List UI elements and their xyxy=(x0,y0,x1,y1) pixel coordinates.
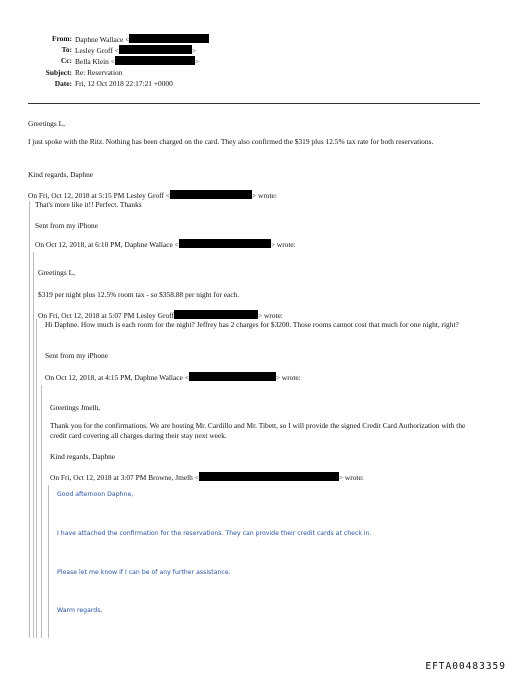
redaction-bar xyxy=(170,190,252,199)
redaction-bar xyxy=(174,310,258,319)
header-divider xyxy=(28,103,480,104)
from-label: From: xyxy=(52,34,72,43)
quote-level-2-bar xyxy=(33,252,34,638)
redaction-bar xyxy=(115,56,195,65)
quote-attribution: On Fri, Oct 12, 2018 at 5:07 PM Lesley Groff > wrote: xyxy=(38,311,283,320)
quote-greeting: Greetings Jmelh, xyxy=(50,403,101,412)
redaction-bar xyxy=(189,372,276,381)
quote-attribution: On Oct 12, 2018, at 4:15 PM, Daphne Wallace < > wrote: xyxy=(45,373,301,382)
to-name: Lesley Groff < xyxy=(75,46,119,55)
subject-label: Subject: xyxy=(45,68,72,77)
quote-text: Please let me know if I can be of any further assistance. xyxy=(57,569,231,576)
body-message: I just spoke with the Ritz. Nothing has been charged on the card. They also confirmed the $319 plus 12.5% tax rate for both reservations. xyxy=(28,137,434,146)
from-value xyxy=(75,34,209,44)
from-name: Daphne Wallace < xyxy=(75,35,130,44)
quote-text: $319 per night plus 12.5% room tax - so $358.88 per night for each. xyxy=(38,290,240,299)
redaction-bar xyxy=(199,472,339,481)
cc-name: Bella Klein < xyxy=(75,57,115,66)
quote-level-5-bar xyxy=(48,485,49,638)
redaction-bar xyxy=(119,45,192,54)
quote-greeting: Good afternoon Daphne, xyxy=(57,491,134,498)
cc-label: Cc: xyxy=(60,56,72,65)
date-label: Date: xyxy=(54,79,72,88)
quote-sent-note: Sent from my iPhone xyxy=(45,351,109,360)
to-label: To: xyxy=(61,45,72,54)
quote-attribution: On Oct 12, 2018, at 6:10 PM, Daphne Wallace < > wrote: xyxy=(35,240,296,249)
cc-value: Bella Klein < > xyxy=(75,57,200,66)
to-value: Lesley Groff < > xyxy=(75,46,197,55)
date-value: Fri, 12 Oct 2018 22:17:21 +0000 xyxy=(75,79,173,88)
quote-text: That's more like it!! Perfect. Thanks xyxy=(35,200,142,209)
body-signoff: Kind regards, Daphne xyxy=(28,170,94,179)
quote-text: Thank you for the confirmations. We are hosting Mr. Cardillo and Mr. Tibett, so I will provide the signed Credit Card Authorization with the credit card covering all charges during their stay next week. xyxy=(50,421,466,440)
quote-sent-note: Sent from my iPhone xyxy=(35,221,99,230)
quote-level-3-bar xyxy=(36,319,37,638)
quote-attribution: On Fri, Oct 12, 2018 at 3:07 PM Browne, Jmelh < > wrote: xyxy=(50,473,364,482)
quote-level-1-bar xyxy=(29,201,30,638)
document-id: EFTA00483359 xyxy=(425,661,506,672)
quote-signoff: Kind regards, Daphne xyxy=(50,452,116,461)
body-greeting: Greetings L, xyxy=(28,119,65,128)
redaction-bar xyxy=(179,239,271,248)
quote-text: Hi Daphne. How much is each room for the night? Jeffrey has 2 charges for $3200. Those rooms cannot cost that much for one night, right? xyxy=(45,320,459,329)
quote-closing: Warm regards, xyxy=(57,607,103,614)
quote-greeting: Greetings L, xyxy=(38,268,75,277)
quote-attribution: On Fri, Oct 12, 2018 at 5:15 PM Lesley Groff < > wrote: xyxy=(28,191,277,200)
redaction-bar xyxy=(129,34,209,43)
quote-text: I have attached the confirmation for the reservations. They can provide their credit cards at check in. xyxy=(57,530,372,537)
quote-level-4-bar xyxy=(41,385,42,638)
subject-value: Re: Reservation xyxy=(75,68,123,77)
